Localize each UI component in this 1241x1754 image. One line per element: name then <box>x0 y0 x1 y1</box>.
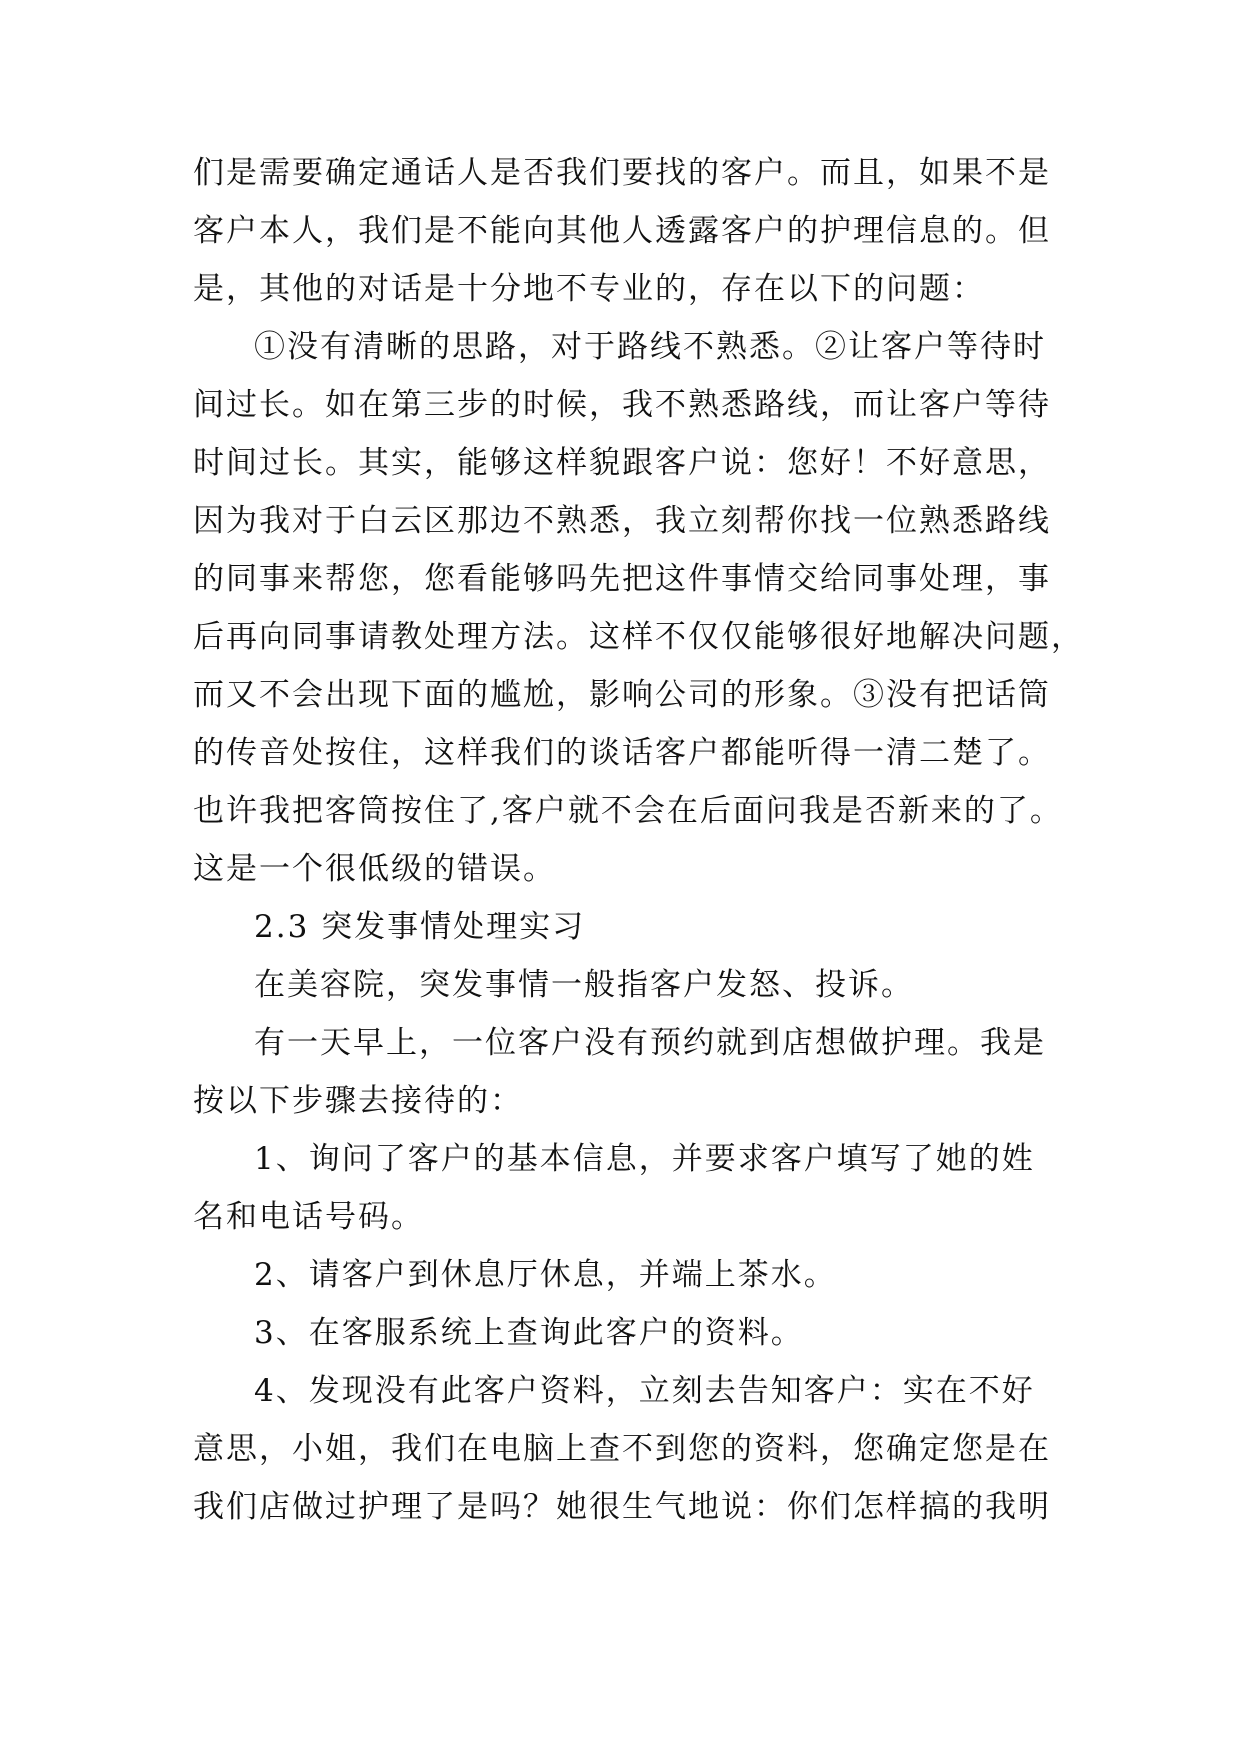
text-line: ①没有清晰的思路，对于路线不熟悉。②让客户等待时 <box>254 329 1046 365</box>
text-line: 在美容院，突发事情一般指客户发怒、投诉。 <box>254 967 914 1003</box>
text-line: 意思，小姐，我们在电脑上查不到您的资料，您确定您是在 <box>193 1431 1051 1467</box>
text-line: 也许我把客筒按住了,客户就不会在后面问我是否新来的了。 <box>193 793 1063 829</box>
text-line: 因为我对于白云区那边不熟悉，我立刻帮你找一位熟悉路线 <box>193 503 1051 539</box>
text-line: 客户本人，我们是不能向其他人透露客户的护理信息的。但 <box>193 213 1051 249</box>
text-line: 间过长。如在第三步的时候，我不熟悉路线，而让客户等待 <box>193 387 1051 423</box>
text-line: 这是一个很低级的错误。 <box>193 851 556 887</box>
list-item: 4、发现没有此客户资料，立刻去告知客户：实在不好 <box>254 1373 1035 1409</box>
text-line: 有一天早上，一位客户没有预约就到店想做护理。我是 <box>254 1025 1046 1061</box>
text-line: 后再向同事请教处理方法。这样不仅仅能够很好地解决问题， <box>193 619 1084 655</box>
list-item: 2、请客户到休息厅休息，并端上茶水。 <box>254 1257 837 1293</box>
text-line: 按以下步骤去接待的： <box>193 1083 523 1119</box>
text-line: 的传音处按住，这样我们的谈话客户都能听得一清二楚了。 <box>193 735 1051 771</box>
list-item: 1、询问了客户的基本信息，并要求客户填写了她的姓 <box>254 1141 1035 1177</box>
text-line: 名和电话号码。 <box>193 1199 424 1235</box>
text-line: 们是需要确定通话人是否我们要找的客户。而且，如果不是 <box>193 155 1051 191</box>
list-item: 3、在客服系统上查询此客户的资料。 <box>254 1315 804 1351</box>
text-line: 的同事来帮您，您看能够吗先把这件事情交给同事处理，事 <box>193 561 1051 597</box>
text-line: 是，其他的对话是十分地不专业的，存在以下的问题： <box>193 271 985 307</box>
text-line: 时间过长。其实，能够这样貌跟客户说：您好！不好意思， <box>193 445 1051 481</box>
text-line: 而又不会出现下面的尴尬，影响公司的形象。③没有把话筒 <box>193 677 1051 713</box>
section-heading: 2.3 突发事情处理实习 <box>254 909 586 945</box>
text-line: 我们店做过护理了是吗？她很生气地说：你们怎样搞的我明 <box>193 1489 1051 1525</box>
